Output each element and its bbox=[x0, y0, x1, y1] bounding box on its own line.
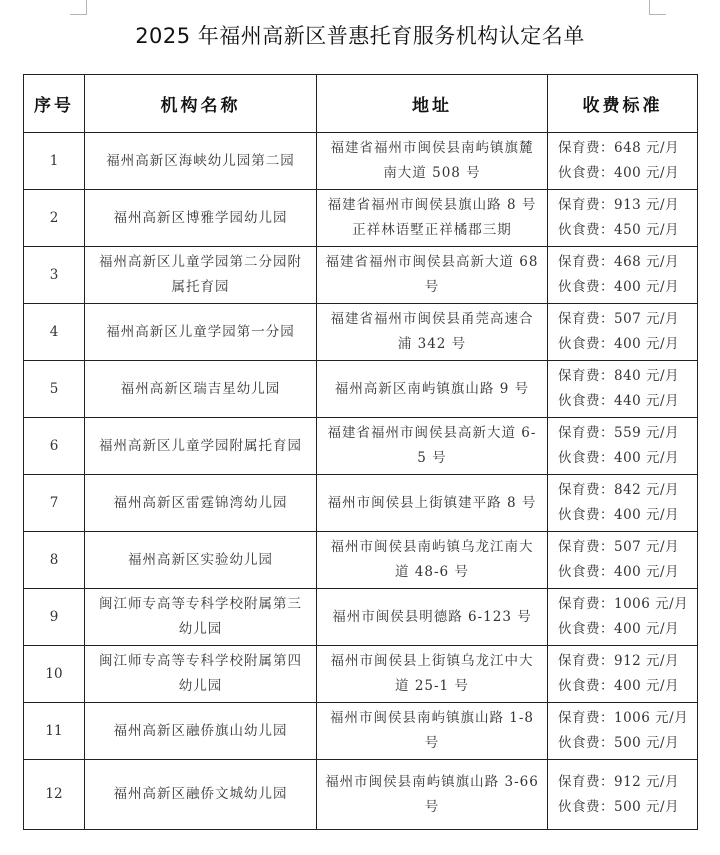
header-index: 序号 bbox=[24, 75, 85, 133]
row-address: 福州市闽侯县南屿镇旗山路 3-66 号 bbox=[317, 760, 548, 830]
row-address: 福建省福州市闽侯县南屿镇旗麓南大道 508 号 bbox=[317, 133, 548, 190]
row-fees bbox=[548, 190, 698, 247]
row-name: 福州高新区儿童学园附属托育园 bbox=[85, 418, 317, 475]
table-row bbox=[24, 646, 698, 703]
row-name: 福州高新区儿童学园第二分园附属托育园 bbox=[85, 247, 317, 304]
care-fee: 保育费：648 元/月 bbox=[558, 140, 680, 156]
table-header-row bbox=[24, 75, 698, 133]
care-fee: 保育费：559 元/月 bbox=[558, 425, 680, 441]
meal-fee: 伙食费：400 元/月 bbox=[558, 564, 680, 580]
care-fee: 保育费：912 元/月 bbox=[558, 773, 680, 790]
meal-fee: 伙食费：400 元/月 bbox=[558, 336, 680, 352]
row-fees bbox=[548, 247, 698, 304]
table-row bbox=[24, 475, 698, 532]
row-address: 福州市闽侯县南屿镇乌龙江南大道 48-6 号 bbox=[317, 532, 548, 589]
row-fees bbox=[548, 646, 698, 703]
row-address: 福建省福州市闽侯县甬莞高速合浦 342 号 bbox=[317, 304, 548, 361]
row-fees bbox=[548, 133, 698, 190]
row-name: 闽江师专高等专科学校附属第三幼儿园 bbox=[85, 589, 317, 646]
row-address: 福建省福州市闽侯县高新大道 6-5 号 bbox=[317, 418, 548, 475]
row-fees bbox=[548, 760, 698, 830]
row-index: 7 bbox=[24, 475, 85, 532]
header-fees: 收费标准 bbox=[548, 75, 698, 133]
row-name: 闽江师专高等专科学校附属第四幼儿园 bbox=[85, 646, 317, 703]
care-fee: 保育费：507 元/月 bbox=[558, 539, 680, 555]
row-name: 福州高新区博雅学园幼儿园 bbox=[85, 190, 317, 247]
table-row bbox=[24, 361, 698, 418]
row-name: 福州高新区融侨旗山幼儿园 bbox=[85, 703, 317, 760]
meal-fee: 伙食费：500 元/月 bbox=[558, 798, 680, 815]
table-row bbox=[24, 190, 698, 247]
meal-fee: 伙食费：450 元/月 bbox=[558, 222, 680, 238]
row-fees bbox=[548, 703, 698, 760]
table-row bbox=[24, 760, 698, 830]
care-fee: 保育费：842 元/月 bbox=[558, 482, 680, 498]
table-row bbox=[24, 304, 698, 361]
row-name: 福州高新区实验幼儿园 bbox=[85, 532, 317, 589]
row-fees bbox=[548, 589, 698, 646]
meal-fee: 伙食费：400 元/月 bbox=[558, 450, 680, 466]
row-index: 12 bbox=[24, 760, 85, 830]
row-index: 2 bbox=[24, 190, 85, 247]
meal-fee: 伙食费：400 元/月 bbox=[558, 678, 680, 694]
row-index: 3 bbox=[24, 247, 85, 304]
row-address: 福州市闽侯县南屿镇旗山路 1-8 号 bbox=[317, 703, 548, 760]
document-title: 2025 年福州高新区普惠托育服务机构认定名单 bbox=[135, 24, 585, 48]
header-name: 机构名称 bbox=[85, 75, 317, 133]
table-row bbox=[24, 703, 698, 760]
row-index: 5 bbox=[24, 361, 85, 418]
care-fee: 保育费：1006 元/月 bbox=[558, 596, 689, 612]
row-name: 福州高新区儿童学园第一分园 bbox=[85, 304, 317, 361]
row-index: 6 bbox=[24, 418, 85, 475]
row-name: 福州高新区海峡幼儿园第二园 bbox=[85, 133, 317, 190]
row-name: 福州高新区雷霆锦湾幼儿园 bbox=[85, 475, 317, 532]
table-row bbox=[24, 247, 698, 304]
care-fee: 保育费：468 元/月 bbox=[558, 254, 680, 270]
meal-fee: 伙食费：400 元/月 bbox=[558, 507, 680, 523]
care-fee: 保育费：840 元/月 bbox=[558, 368, 680, 384]
meal-fee: 伙食费：500 元/月 bbox=[558, 735, 680, 751]
row-address: 福建省福州市闽侯县旗山路 8 号正祥林语墅正祥橘郡三期 bbox=[317, 190, 548, 247]
table-row bbox=[24, 532, 698, 589]
meal-fee: 伙食费：400 元/月 bbox=[558, 165, 680, 181]
row-name: 福州高新区融侨文城幼儿园 bbox=[85, 760, 317, 830]
row-index: 1 bbox=[24, 133, 85, 190]
row-fees bbox=[548, 361, 698, 418]
row-address: 福州高新区南屿镇旗山路 9 号 bbox=[317, 361, 548, 418]
row-index: 8 bbox=[24, 532, 85, 589]
care-fee: 保育费：913 元/月 bbox=[558, 197, 680, 213]
care-fee: 保育费：912 元/月 bbox=[558, 653, 680, 669]
row-address: 福州市闽侯县上街镇建平路 8 号 bbox=[317, 475, 548, 532]
header-address: 地址 bbox=[317, 75, 548, 133]
care-fee: 保育费：1006 元/月 bbox=[558, 710, 689, 726]
row-address: 福建省福州市闽侯县高新大道 68 号 bbox=[317, 247, 548, 304]
row-index: 4 bbox=[24, 304, 85, 361]
row-index: 9 bbox=[24, 589, 85, 646]
table-row bbox=[24, 133, 698, 190]
row-name: 福州高新区瑞吉星幼儿园 bbox=[85, 361, 317, 418]
row-index: 10 bbox=[24, 646, 85, 703]
care-fee: 保育费：507 元/月 bbox=[558, 311, 680, 327]
row-address: 福州市闽侯县明德路 6-123 号 bbox=[317, 589, 548, 646]
table-row bbox=[24, 589, 698, 646]
row-fees bbox=[548, 418, 698, 475]
meal-fee: 伙食费：440 元/月 bbox=[558, 393, 680, 409]
page-corner-mark-left bbox=[70, 0, 87, 15]
row-fees bbox=[548, 532, 698, 589]
meal-fee: 伙食费：400 元/月 bbox=[558, 279, 680, 295]
table-row bbox=[24, 418, 698, 475]
page-corner-mark-right bbox=[649, 0, 666, 15]
row-fees bbox=[548, 475, 698, 532]
row-index: 11 bbox=[24, 703, 85, 760]
row-fees bbox=[548, 304, 698, 361]
table-body bbox=[24, 133, 698, 830]
institution-table bbox=[23, 74, 698, 830]
row-address: 福州市闽侯县上街镇乌龙江中大道 25-1 号 bbox=[317, 646, 548, 703]
meal-fee: 伙食费：400 元/月 bbox=[558, 621, 680, 637]
